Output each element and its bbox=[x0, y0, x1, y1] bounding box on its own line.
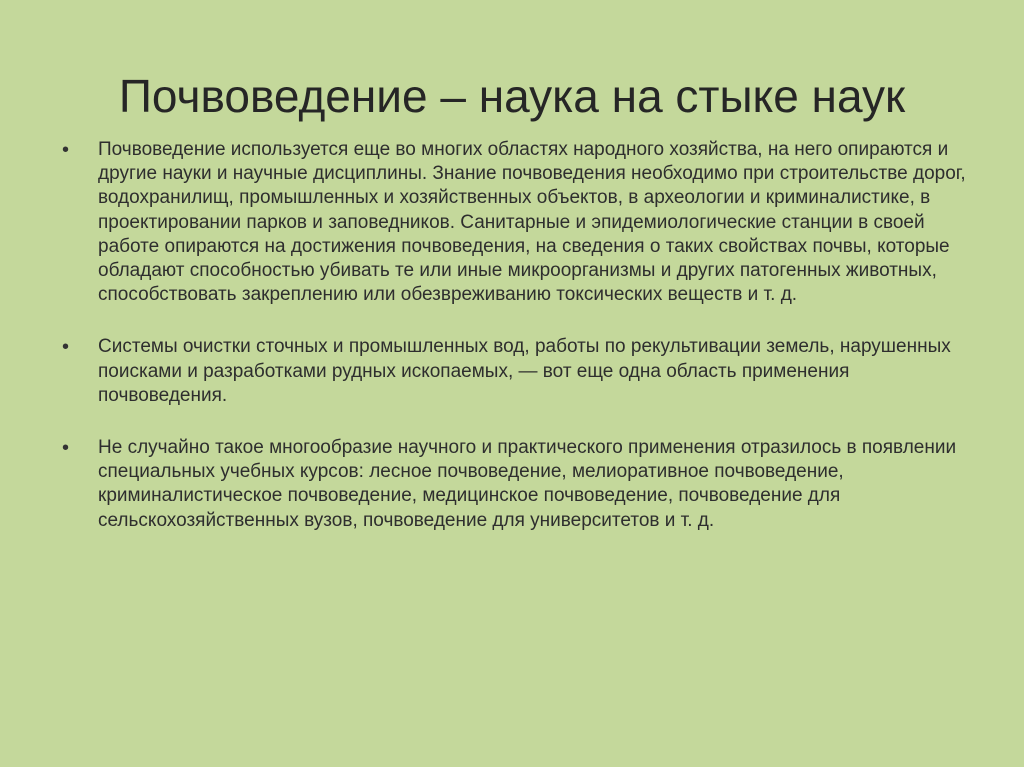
bullet-dot-icon: • bbox=[62, 139, 70, 161]
bullet-text: Почвоведение используется еще во многих областях народного хозяйства, на него опираются и другие науки и научные дисциплины. Знание почвоведения необходимо при строительстве дорог, водохранилищ, промышленных и хозяйственных объектов, в археологии и криминалистике, в проектировании парков и заповедников. Санитарные и эпидемиологические станции в своей работе опираются на достижения почвоведения, на сведения о таких свойствах почвы, которые обладают способностью убивать те или иные микроорганизмы и других патогенных животных, способствовать закреплению или обезвреживанию токсических веществ и т. д. bbox=[98, 139, 966, 306]
bullet-dot-icon: • bbox=[62, 336, 70, 359]
bullet-list bbox=[60, 138, 980, 533]
bullet-item bbox=[60, 436, 980, 533]
bullet-dot-icon: • bbox=[62, 437, 70, 460]
bullet-text: Системы очистки сточных и промышленных вод, работы по рекультивации земель, нарушенных поисками и разработками рудных ископаемых, — вот еще одна область применения почвоведения. bbox=[98, 336, 951, 406]
bullet-item bbox=[60, 138, 980, 307]
bullet-item bbox=[60, 335, 980, 408]
slide-title: Почвоведение – наука на стыке наук bbox=[118, 70, 906, 122]
bullet-text: Не случайно такое многообразие научного и практического применения отразилось в появлении специальных учебных курсов: лесное почвоведение, мелиоративное почвоведение, криминалистическое почвоведение, медицинское почвоведение, почвоведение для сельскохозяйственных вузов, почвоведение для университетов и т. д. bbox=[98, 437, 957, 531]
